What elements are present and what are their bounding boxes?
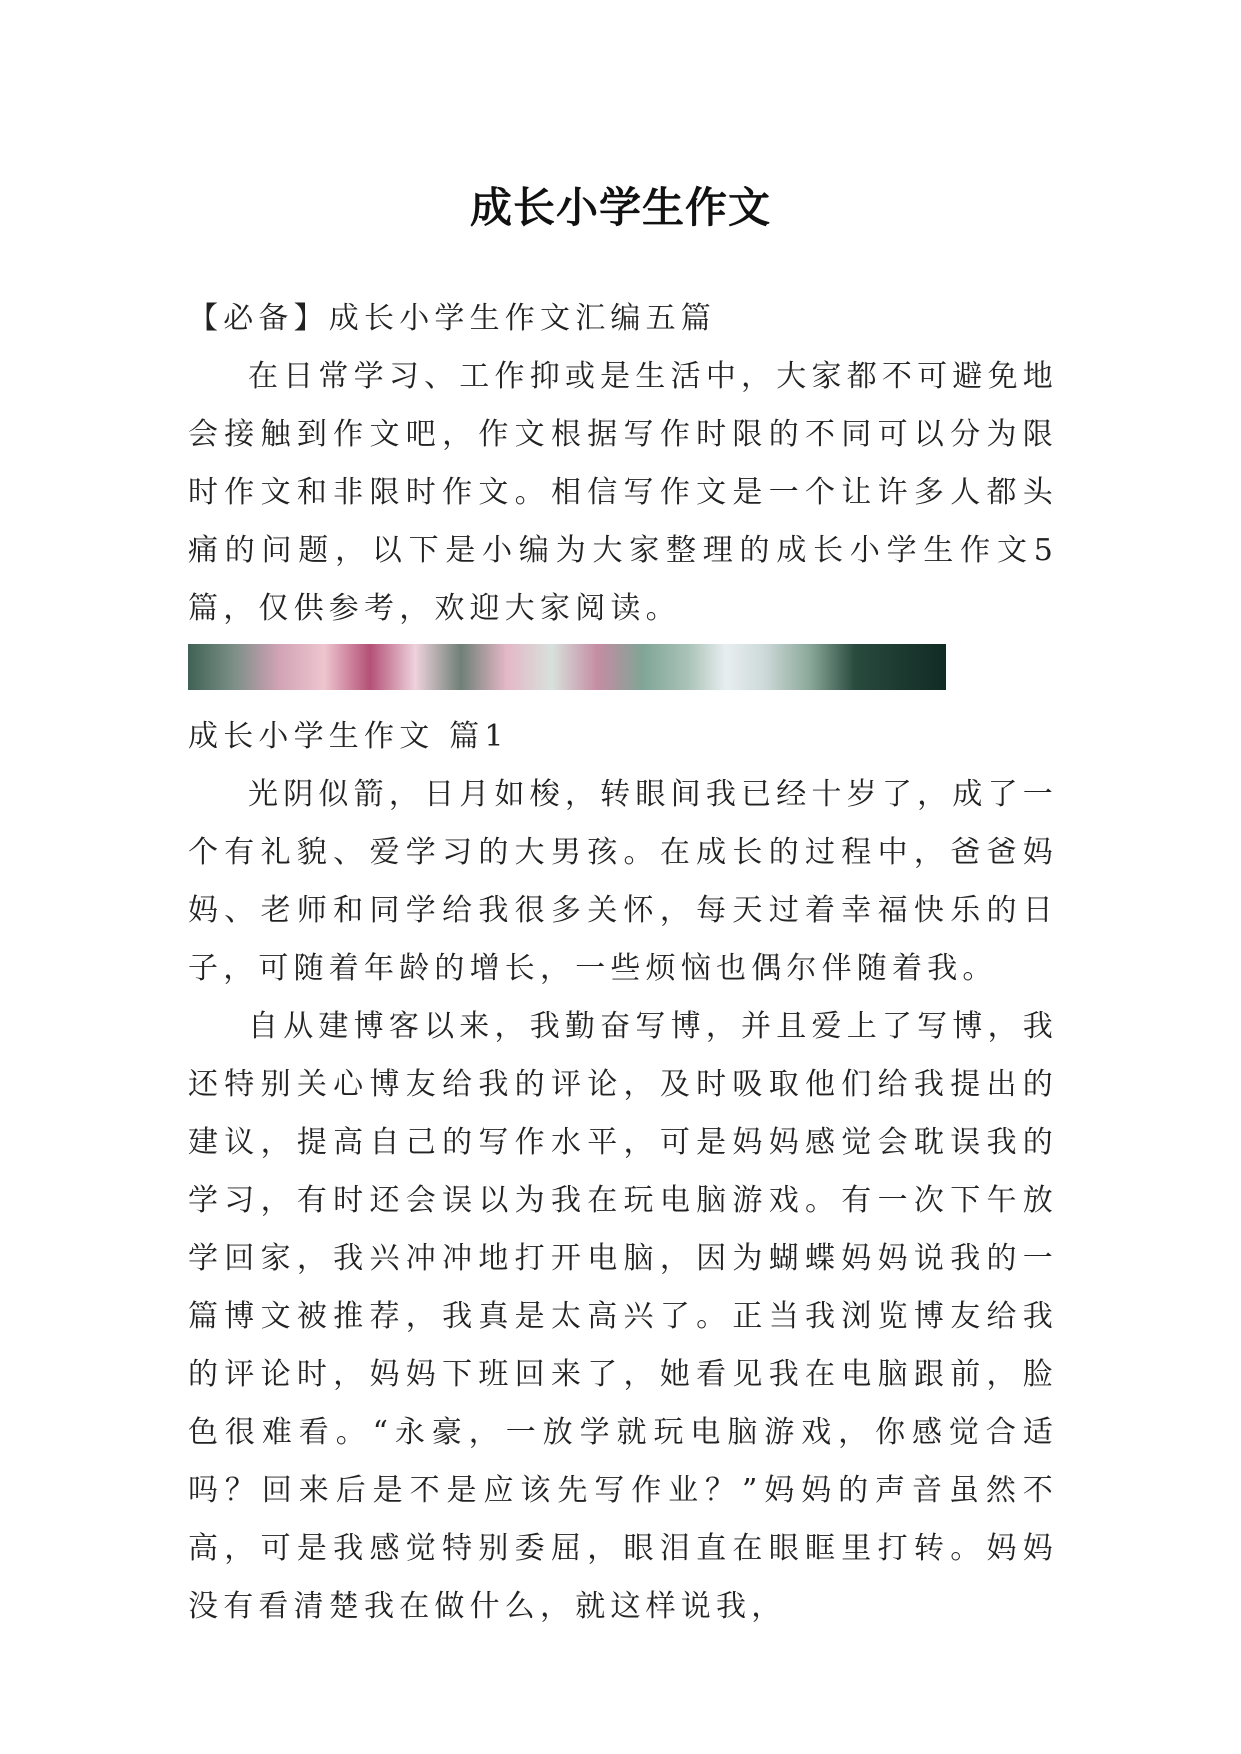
- section-heading: 成长小学生作文 篇1: [188, 719, 509, 754]
- intro-paragraph: 在日常学习、工作抑或是生活中，大家都不可避免地会接触到作文吧，作文根据写作时限的不同可以分为限时作文和非限时作文。相信写作文是一个让许多人都头痛的问题，以下是小编为大家整理的成长小学生作文5篇，仅供参考，欢迎大家阅读。: [188, 359, 1058, 626]
- decorative-banner-image: [188, 644, 946, 690]
- document-subtitle: 【必备】成长小学生作文汇编五篇: [188, 301, 716, 336]
- document-title: 成长小学生作文: [469, 183, 771, 233]
- essay-paragraph-2: 自从建博客以来，我勤奋写博，并且爱上了写博，我还特别关心博友给我的评论，及时吸取他们给我提出的建议，提高自己的写作水平，可是妈妈感觉会耽误我的学习，有时还会误以为我在玩电脑游戏。有一次下午放学回家，我兴冲冲地打开电脑，因为蝴蝶妈妈说我的一篇博文被推荐，我真是太高兴了。正当我浏览博友给我的评论时，妈妈下班回来了，她看见我在电脑跟前，脸色很难看。“永豪，一放学就玩电脑游戏，你感觉合适吗？回来后是不是应该先写作业？”妈妈的声音虽然不高，可是我感觉特别委屈，眼泪直在眼眶里打转。妈妈没有看清楚我在做什么，就这样说我，: [188, 1009, 1058, 1624]
- essay-paragraph-1: 光阴似箭，日月如梭，转眼间我已经十岁了，成了一个有礼貌、爱学习的大男孩。在成长的过程中，爸爸妈妈、老师和同学给我很多关怀，每天过着幸福快乐的日子，可随着年龄的增长，一些烦恼也偶尔伴随着我。: [188, 777, 1058, 986]
- document-body: [188, 290, 1058, 1636]
